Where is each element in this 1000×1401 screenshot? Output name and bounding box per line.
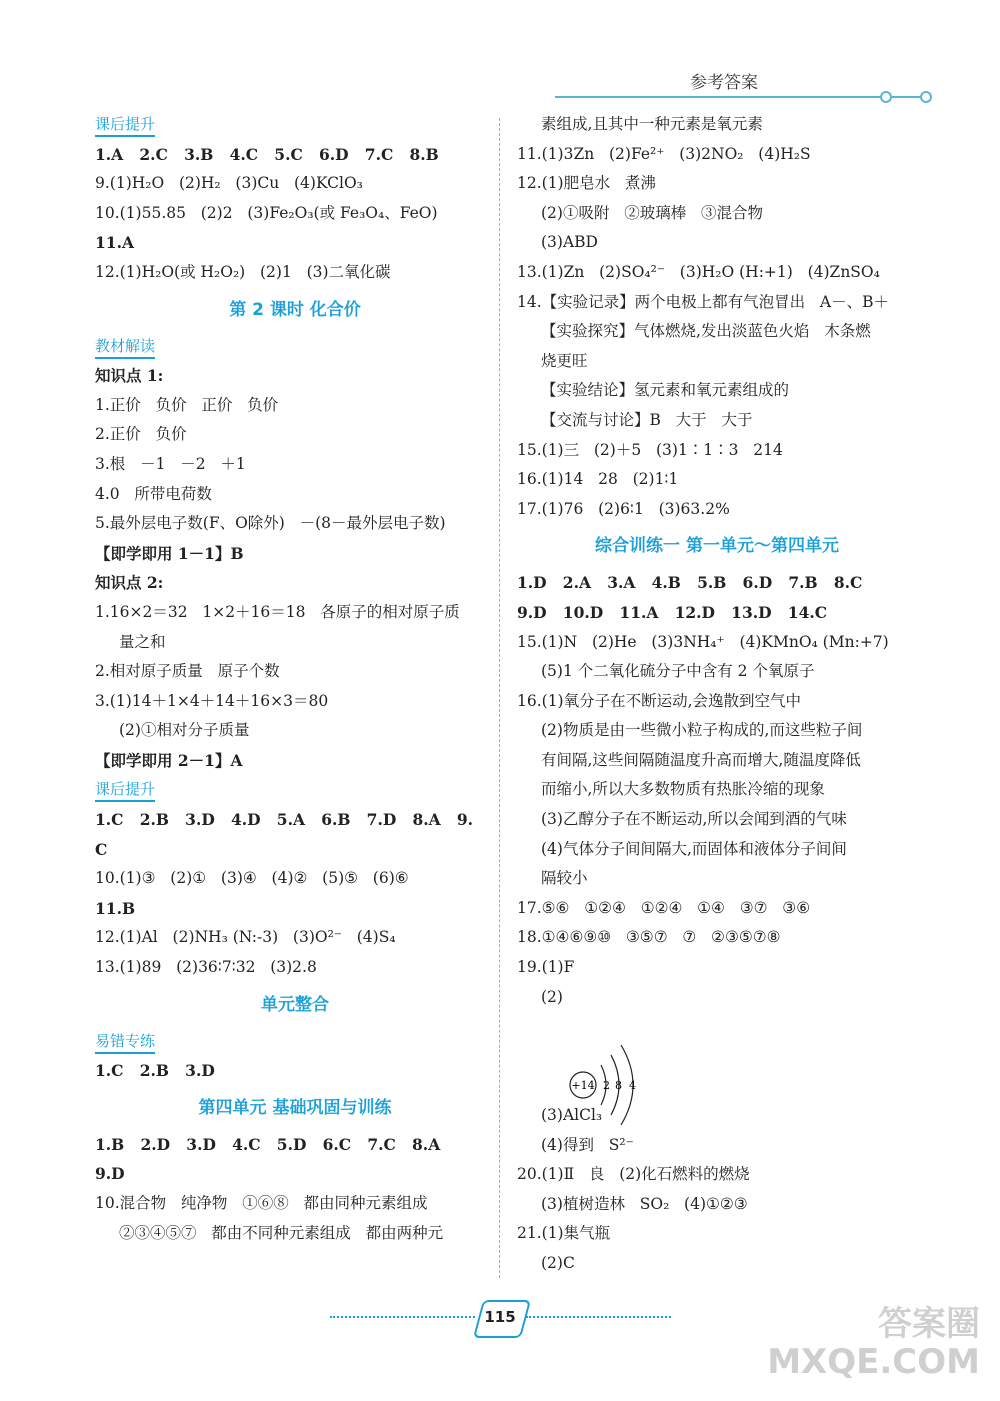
answer-line: 5.最外层电子数(F、O除外) －(8－最外层电子数) [95,514,446,533]
answer-line: 11.(1)3Zn (2)Fe²⁺ (3)2NO₂ (4)H₂S [517,144,811,163]
answer-line: 1.B 2.D 3.D 4.C 5.D 6.C 7.C 8.A [95,1134,441,1154]
answer-line: 13.(1)89 (2)36∶7∶32 (3)2.8 [95,958,317,977]
answer-line: (2)①相对分子质量 [119,721,250,740]
left-column [95,110,495,1248]
answer-line: 13.(1)Zn (2)SO₄²⁻ (3)H₂O (H:+1) (4)ZnSO₄ [517,262,880,281]
answer-line: 2.相对原子质量 原子个数 [95,662,280,681]
answer-line: 12.(1)肥皂水 煮沸 [517,174,656,193]
header-title: 参考答案 [690,73,758,93]
answer-line: 【实验探究】气体燃烧,发出淡蓝色火焰 木条燃 [541,322,871,341]
shell-count: 4 [629,1079,636,1092]
answer-line: 9.D 10.D 11.A 12.D 13.D 14.C [517,602,828,622]
answer-line: 17.(1)76 (2)6∶1 (3)63.2% [517,499,730,518]
header-dot [880,91,892,103]
lesson-title: 单元整合 [261,994,329,1015]
answer-line: 量之和 [119,632,166,651]
section-label: 易错专练 [95,1030,155,1054]
answer-line: 21.(1)集气瓶 [517,1224,611,1243]
answer-line: (3)乙醇分子在不断运动,所以会闻到酒的气味 [541,810,847,829]
answer-line: 素组成,且其中一种元素是氧元素 [541,115,763,133]
answer-line: 12.(1)H₂O(或 H₂O₂) (2)1 (3)二氧化碳 [95,262,391,281]
section-row [95,1027,495,1057]
answer-line: 16.(1)氧分子在不断运动,会逸散到空气中 [517,691,802,710]
lesson-title: 第四单元 基础巩固与训练 [198,1097,392,1118]
answer-line: 14.【实验记录】两个电极上都有气泡冒出 A－、B＋ [517,292,890,311]
answer-line: 3.根 －1 －2 ＋1 [95,454,246,473]
answer-line: 11.B [95,898,136,918]
answer-line: (2) [541,987,563,1006]
answer-line: 17.⑤⑥ ①②④ ①②④ ①④ ③⑦ ③⑥ [517,898,811,917]
answer-line: 15.(1)三 (2)＋5 (3)1∶1∶3 214 [517,440,783,459]
answer-line: (3)AlCl₃ [541,1106,603,1124]
watermark-logo-text: 答案圈 [878,1304,980,1344]
answer-line: 1.正价 负价 正价 负价 [95,395,279,414]
answer-line: 18.①④⑥⑨⑩ ③⑤⑦ ⑦ ②③⑤⑦⑧ [517,928,781,947]
answer-line: 4.0 所带电荷数 [95,484,212,503]
answer-line: 3.(1)14＋1×4＋14＋16×3＝80 [95,691,329,710]
answer-line: 知识点 2: [95,573,164,593]
answer-line: 【交流与讨论】B 大于 大于 [541,410,753,429]
answer-line: (4)气体分子间间隔大,而固体和液体分子间间 [541,839,847,858]
answer-line: 10.(1)③ (2)① (3)④ (4)② (5)⑤ (6)⑥ [95,869,409,888]
answer-line: 而缩小,所以大多数物质有热胀冷缩的现象 [541,780,825,799]
answer-line: 12.(1)Al (2)NH₃ (N:-3) (3)O²⁻ (4)S₄ [95,928,396,947]
answer-line: 【实验结论】氢元素和氧元素组成的 [541,381,790,400]
nucleus-label: +14 [571,1079,595,1092]
answer-line: 9.D [95,1164,125,1184]
answer-line: 烧更旺 [541,351,588,370]
answer-line: 有间隔,这些间隔随温度升高而增大,随温度降低 [541,750,861,769]
answer-line: 隔较小 [541,869,588,888]
section-row [95,332,495,362]
page-dots-right [526,1316,671,1318]
answer-line: (4)得到 S²⁻ [541,1135,634,1154]
section-label: 教材解读 [95,335,155,359]
shell-count: 2 [603,1079,610,1092]
answer-line: (5)1 个二氧化硫分子中含有 2 个氧原子 [541,662,815,681]
answer-line: 9.(1)H₂O (2)H₂ (3)Cu (4)KClO₃ [95,174,363,193]
header-dot [920,91,932,103]
header-rule [555,96,925,98]
column-divider [499,118,500,1278]
answer-line: 20.(1)Ⅱ 良 (2)化石燃料的燃烧 [517,1165,750,1184]
diagram-space [517,1012,917,1042]
answer-line: 19.(1)F [517,958,575,977]
answer-line: 16.(1)14 28 (2)1∶1 [517,470,679,489]
answer-line: 10.混合物 纯净物 ①⑥⑧ 都由同种元素组成 [95,1194,428,1212]
answer-line: (3)植树造林 SO₂ (4)①②③ [541,1194,748,1213]
answer-line: 1.A 2.C 3.B 4.C 5.C 6.D 7.C 8.B [95,144,439,164]
answer-line: C [95,839,108,859]
answer-line: (2)C [541,1253,575,1272]
lesson-title: 综合训练一 第一单元～第四单元 [595,536,839,557]
answer-line: (2)①吸附 ②玻璃棒 ③混合物 [541,203,764,222]
answer-line: 知识点 1: [95,366,164,386]
answer-line: ②③④⑤⑦ 都由不同种元素组成 都由两种元 [119,1223,444,1242]
answer-line: 1.C 2.B 3.D 4.D 5.A 6.B 7.D 8.A 9. [95,810,474,830]
page-number: 115 [484,1308,516,1326]
atom-structure-diagram [565,1040,655,1130]
answer-line: (3)ABD [541,233,598,252]
shell-count: 8 [615,1079,622,1092]
section-label: 课后提升 [95,113,155,137]
section-label: 课后提升 [95,778,155,802]
section-row [95,110,495,140]
watermark-url: MXQE.COM [767,1342,980,1382]
watermark [767,1305,980,1381]
answer-line: 2.正价 负价 [95,425,187,444]
answer-line: 15.(1)N (2)He (3)3NH₄⁺ (4)KMnO₄ (Mn:+7) [517,632,889,651]
page-dots-left [330,1316,475,1318]
answer-line: 1.C 2.B 3.D [95,1061,215,1081]
answer-line: 【即学即用 1－1】B [95,543,244,563]
answer-line: 【即学即用 2－1】A [95,750,243,770]
answer-line: 1.16×2＝32 1×2＋16＝18 各原子的相对原子质 [95,602,460,621]
answer-line: (2)物质是由一些微小粒子构成的,而这些粒子间 [541,721,863,740]
answer-line: 1.D 2.A 3.A 4.B 5.B 6.D 7.B 8.C [517,573,863,593]
answer-line: 10.(1)55.85 (2)2 (3)Fe₂O₃(或 Fe₃O₄、FeO) [95,203,438,222]
section-row [95,775,495,805]
answer-line: 11.A [95,233,134,253]
lesson-title: 第 2 课时 化合价 [229,299,361,320]
